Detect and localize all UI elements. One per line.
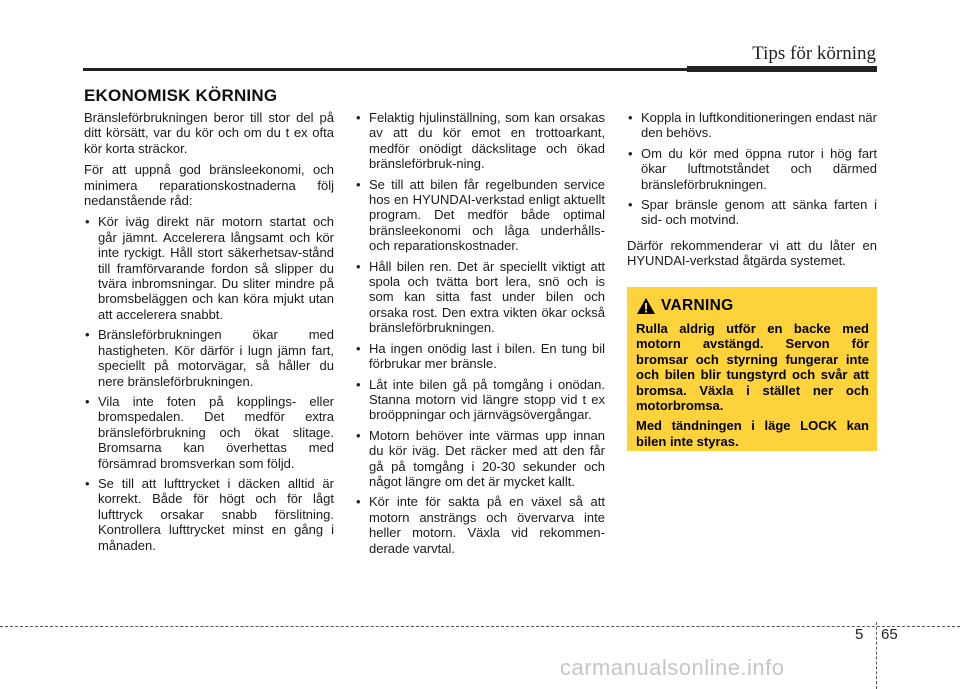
list-item: • Ha ingen onödig last i bilen. En tung bil förbrukar mer bränsle. [355, 341, 605, 372]
list-item: • Se till att bilen får regelbunden service hos en HYUNDAI-verkstad enligt aktuellt program. Det medför både optimal bränsleekonomi och låga underhålls- och reparationskostnader. [355, 177, 605, 254]
header-title: Tips för körning [752, 43, 876, 64]
list-item: • Bränsleförbrukningen ökar med hastigheten. Kör därför i lugn jämn fart, speciellt på motorvägar, så håller du nere bränsleförbrukningen. [84, 327, 334, 389]
list-item: • Håll bilen ren. Det är speciellt viktigt att spola och tvätta bort lera, snö och is som kan sitta fast under bilen och orsaka rost. Den extra vikten ökar också bränsleförbrukningen. [355, 259, 605, 336]
column-right [627, 110, 877, 275]
chapter-number: 5 [855, 626, 864, 643]
watermark: carmanualsonline.info [560, 655, 785, 680]
page-number: 65 [881, 626, 898, 643]
list-item: • Se till att lufttrycket i däcken alltid är korrekt. Både för högt och för lågt lufttryck orsakar snabb förslitning. Kontrollera lufttrycket minst en gång i månaden. [84, 476, 334, 553]
advice-list [84, 214, 334, 553]
footer-vertical-divider [876, 622, 877, 689]
warning-text-lock: Med tändningen i läge LOCK kan bilen inte styras. [636, 418, 869, 449]
advice-list [355, 110, 605, 556]
list-item: • Kör iväg direkt när motorn startat och går jämnt. Accelerera långsamt och kör inte ryckigt. Håll stort säkerhetsav-stånd till framförvarande fordon så slipper du tvära inbromsningar. Du sliter mindre på bromsbeläggen och kan köra mjukt utan att accelerera snabbt. [84, 214, 334, 322]
recommendation-paragraph: Därför rekommenderar vi att du låter en HYUNDAI-verkstad åtgärda systemet. [627, 237, 877, 269]
column-middle [355, 110, 605, 561]
list-item: • Spar bränsle genom att sänka farten i sid- och motvind. [627, 197, 877, 228]
warning-label: VARNING [661, 297, 734, 314]
list-item: • Låt inte bilen gå på tomgång i onödan. Stanna motorn vid längre stopp vid t ex broöppningar och järnvägsövergångar. [355, 377, 605, 423]
list-item: • Vila inte foten på kopplings- eller bromspedalen. Det medför extra bränsleförbrukning och ökat slitage. Bromsarna kan överhettas med försämrad bromsverkan som följd. [84, 394, 334, 471]
list-item: • Felaktig hjulinställning, som kan orsakas av att du kör emot en trottoarkant, medför onödigt däckslitage och ökad bränsleförbruk-ning. [355, 110, 605, 172]
intro-paragraph: Bränsleförbrukningen beror till stor del på ditt körsätt, var du kör och om du t ex ofta kör korta sträckor. [84, 110, 334, 156]
header-rule-accent [687, 66, 877, 72]
column-left [84, 110, 334, 558]
warning-box [627, 287, 877, 451]
warning-header [636, 297, 869, 315]
list-item: • Motorn behöver inte värmas upp innan du kör iväg. Det räcker med att den får gå på tomgång i 20-30 sekunder och något längre om det är mycket kallt. [355, 428, 605, 490]
list-item: • Kör inte för sakta på en växel så att motorn ansträngs och övervarva inte heller motorn. Växla vid rekommen-derade varvtal. [355, 494, 605, 556]
advice-list [627, 110, 877, 228]
section-title: EKONOMISK KÖRNING [84, 86, 278, 105]
list-item: • Om du kör med öppna rutor i hög fart ökar luftmotståndet och därmed bränsleförbrukningen. [627, 146, 877, 192]
advice-intro-paragraph: För att uppnå god bränsleekonomi, och minimera reparationskostnaderna följ nedanstående råd: [84, 162, 334, 209]
footer-divider [0, 626, 960, 627]
warning-triangle-icon [636, 297, 656, 315]
warning-text: Rulla aldrig utför en backe med motorn avstängd. Servon för bromsar och styrning fungerar inte och bilen blir tungstyrd och svår att bromsa. Växla i stället ner och motorbromsa. [636, 321, 869, 414]
list-item: • Koppla in luftkonditioneringen endast när den behövs. [627, 110, 877, 141]
